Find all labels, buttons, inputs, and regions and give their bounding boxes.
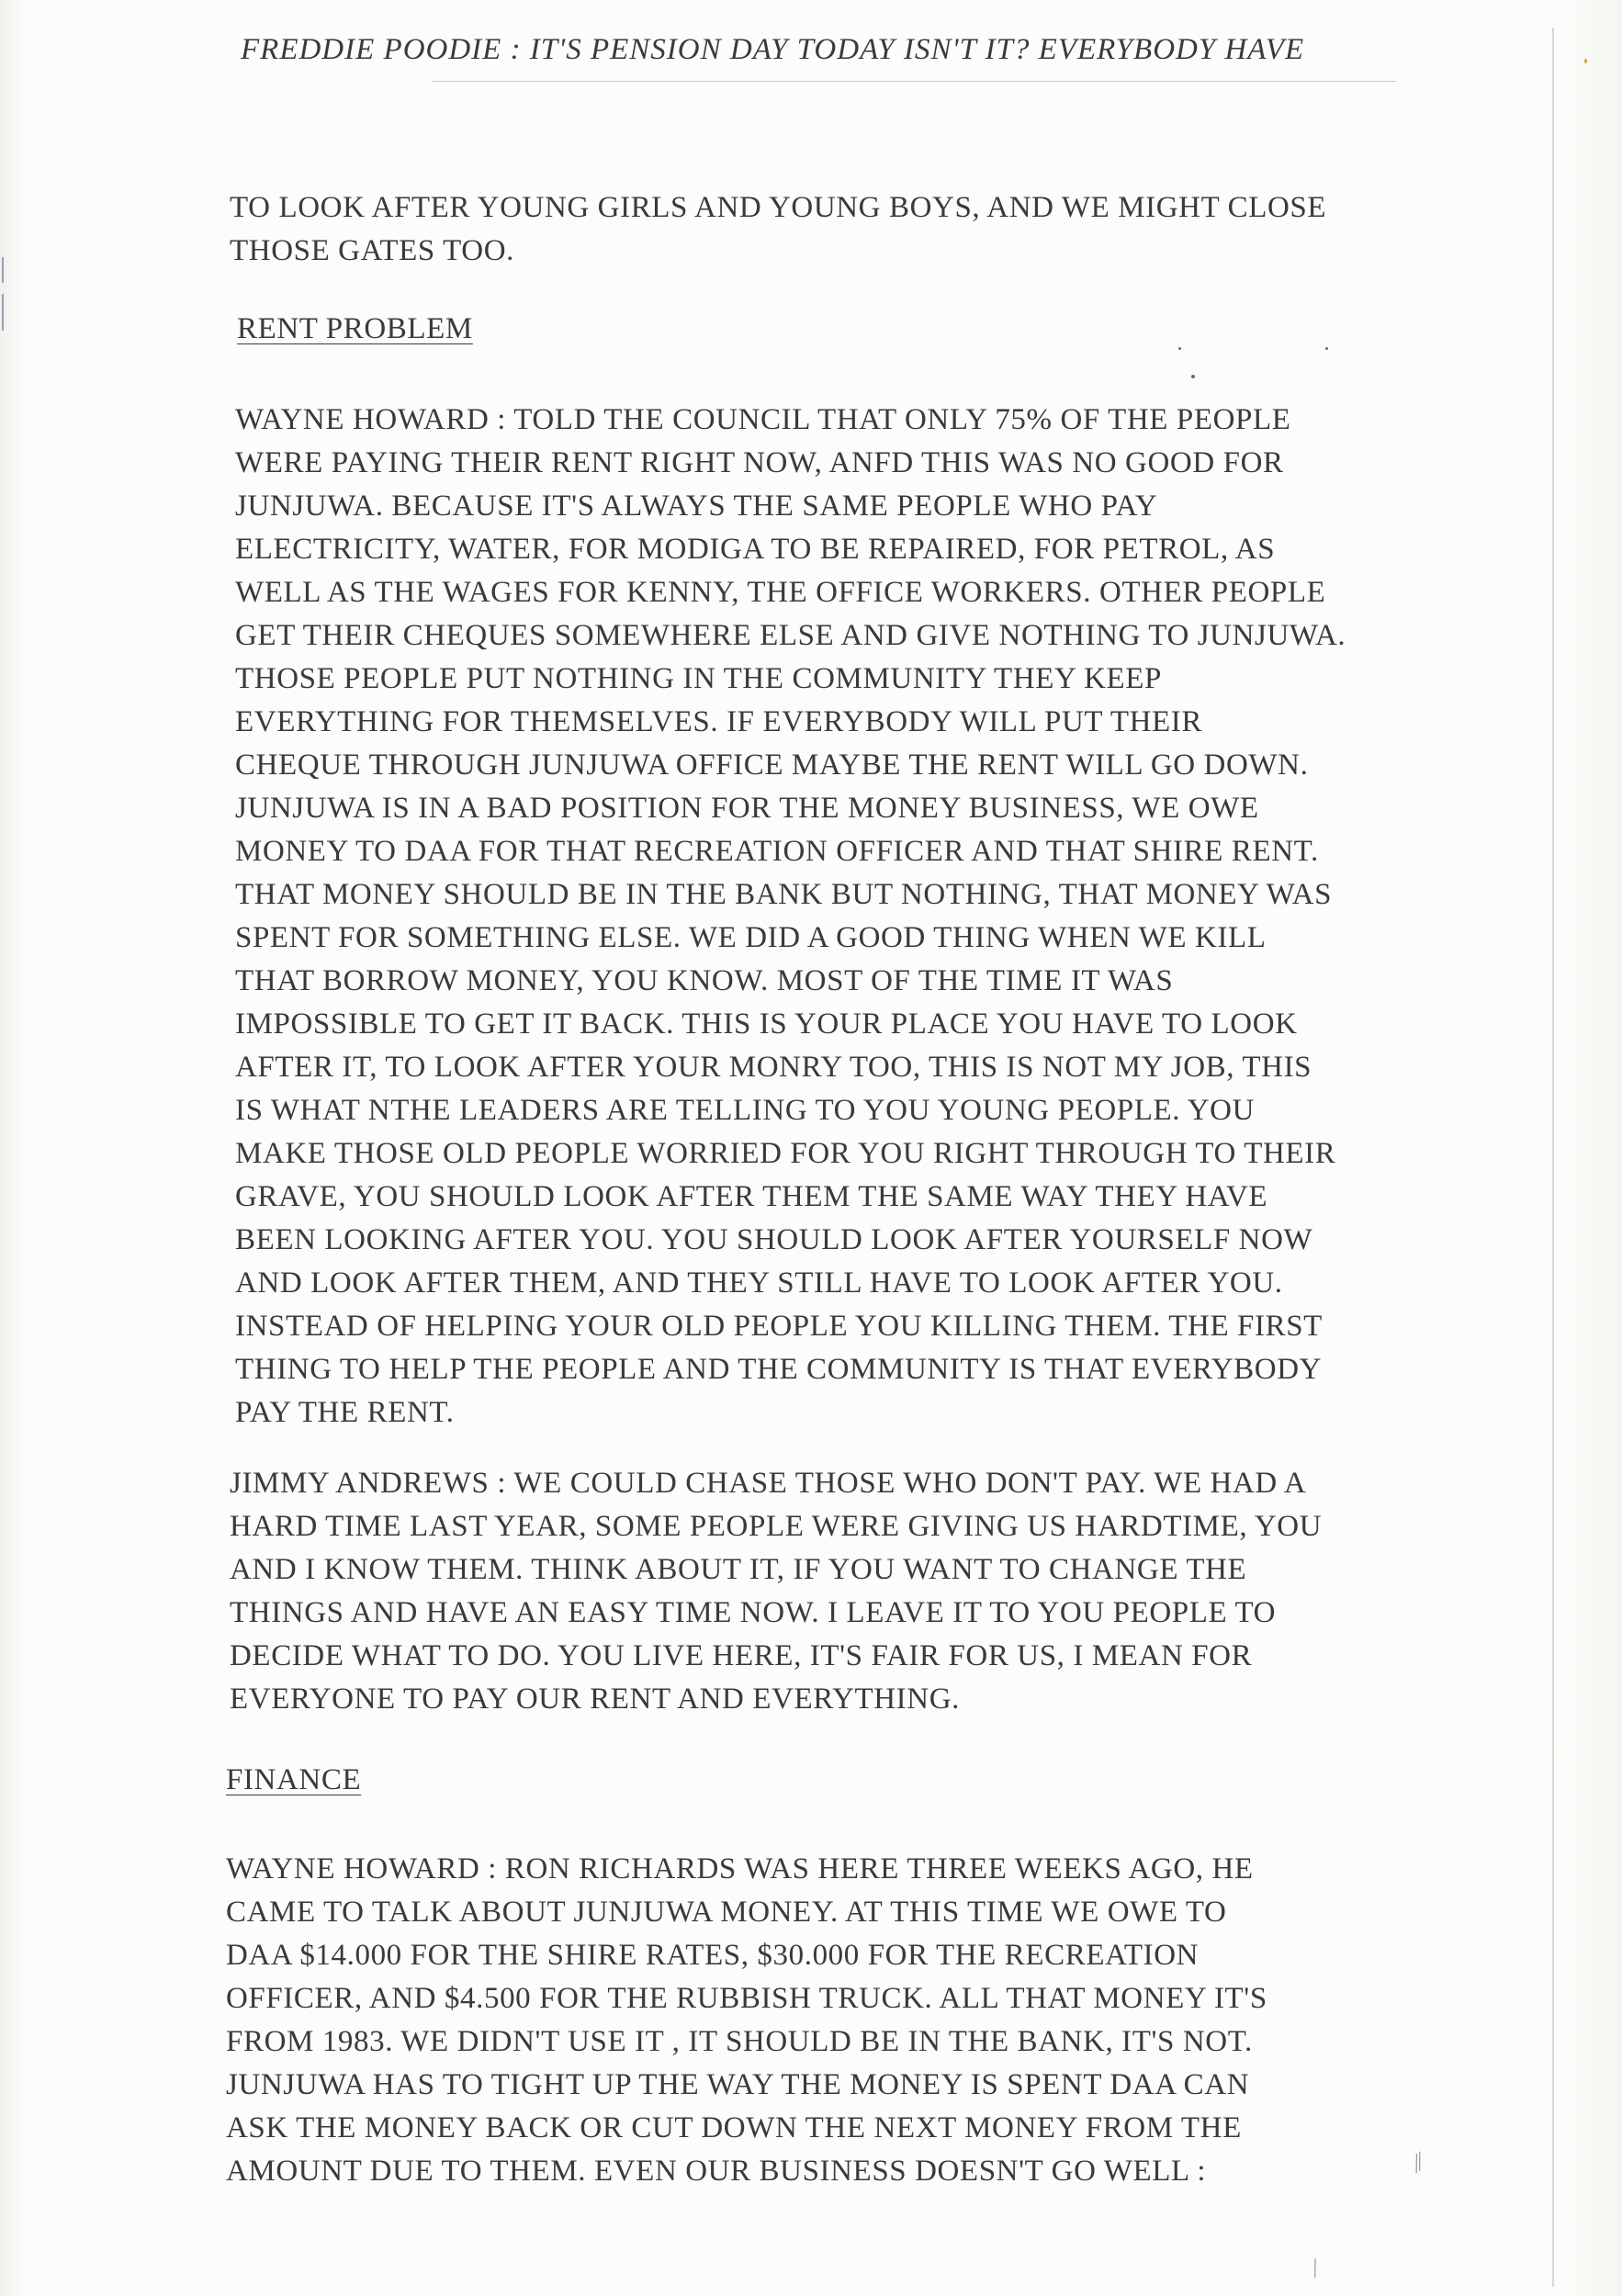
text-line: DECIDE WHAT TO DO. YOU LIVE HERE, IT'S FAIR FOR US, I MEAN FOR — [230, 1639, 1253, 1672]
text-line: WAYNE HOWARD : TOLD THE COUNCIL THAT ONLY 75% OF THE PEOPLE — [235, 403, 1291, 436]
text-line: THINGS AND HAVE AN EASY TIME NOW. I LEAVE IT TO YOU PEOPLE TO — [230, 1596, 1277, 1629]
header-rule — [432, 81, 1396, 82]
text-line: IMPOSSIBLE TO GET IT BACK. THIS IS YOUR PLACE YOU HAVE TO LOOK — [235, 1007, 1298, 1041]
text-line: JIMMY ANDREWS : WE COULD CHASE THOSE WHO DON'T PAY. WE HAD A — [230, 1467, 1307, 1500]
text-line: TO LOOK AFTER YOUNG GIRLS AND YOUNG BOYS, AND WE MIGHT CLOSE — [230, 191, 1327, 224]
pen-scribble: ⁄⁄ — [1407, 2149, 1429, 2176]
scan-speck — [1178, 347, 1181, 350]
jimmy-andrews-paragraph — [230, 1462, 1378, 1721]
text-line: CAME TO TALK ABOUT JUNJUWA MONEY. AT THIS TIME WE OWE TO — [226, 1896, 1227, 1929]
text-line: GRAVE, YOU SHOULD LOOK AFTER THEM THE SAME WAY THEY HAVE — [235, 1180, 1268, 1213]
text-line: INSTEAD OF HELPING YOUR OLD PEOPLE YOU KILLING THEM. THE FIRST — [235, 1310, 1323, 1343]
text-line: THAT MONEY SHOULD BE IN THE BANK BUT NOTHING, THAT MONEY WAS — [235, 878, 1333, 911]
scan-speck — [1584, 59, 1587, 63]
text-line: AND LOOK AFTER THEM, AND THEY STILL HAVE TO LOOK AFTER YOU. — [235, 1266, 1283, 1300]
header-line-text: FREDDIE POODIE : IT'S PENSION DAY TODAY ISN'T IT? EVERYBODY HAVE — [241, 33, 1305, 66]
intro-paragraph — [230, 186, 1378, 273]
text-line: ELECTRICITY, WATER, FOR MODIGA TO BE REPAIRED, FOR PETROL, AS — [235, 533, 1276, 566]
text-line: JUNJUWA IS IN A BAD POSITION FOR THE MONEY BUSINESS, WE OWE — [235, 792, 1259, 825]
text-line: JUNJUWA HAS TO TIGHT UP THE WAY THE MONEY IS SPENT DAA CAN — [226, 2068, 1250, 2101]
rent-problem-heading: RENT PROBLEM — [237, 312, 473, 345]
finance-heading: FINANCE — [226, 1763, 362, 1796]
pen-scribble: ⁄ — [1305, 2256, 1324, 2280]
text-line: WELL AS THE WAGES FOR KENNY, THE OFFICE WORKERS. OTHER PEOPLE — [235, 576, 1326, 609]
text-line: DAA $14.000 FOR THE SHIRE RATES, $30.000 FOR THE RECREATION — [226, 1939, 1200, 1972]
text-line: AMOUNT DUE TO THEM. EVEN OUR BUSINESS DOESN'T GO WELL : — [226, 2155, 1207, 2188]
text-line: GET THEIR CHEQUES SOMEWHERE ELSE AND GIVE NOTHING TO JUNJUWA. — [235, 619, 1346, 652]
page-edge-shadow — [1552, 28, 1554, 2287]
text-line: MONEY TO DAA FOR THAT RECREATION OFFICER AND THAT SHIRE RENT. — [235, 835, 1319, 868]
text-line: IS WHAT NTHE LEADERS ARE TELLING TO YOU YOUNG PEOPLE. YOU — [235, 1094, 1256, 1127]
text-line: HARD TIME LAST YEAR, SOME PEOPLE WERE GIVING US HARDTIME, YOU — [230, 1510, 1323, 1543]
scan-speck — [1325, 347, 1328, 350]
text-line: AFTER IT, TO LOOK AFTER YOUR MONRY TOO, THIS IS NOT MY JOB, THIS — [235, 1051, 1312, 1084]
text-line: EVERYONE TO PAY OUR RENT AND EVERYTHING. — [230, 1683, 960, 1716]
text-line: ASK THE MONEY BACK OR CUT DOWN THE NEXT MONEY FROM THE — [226, 2111, 1242, 2144]
text-line: FROM 1983. WE DIDN'T USE IT , IT SHOULD BE IN THE BANK, IT'S NOT. — [226, 2025, 1253, 2058]
text-line: WERE PAYING THEIR RENT RIGHT NOW, ANFD THIS WAS NO GOOD FOR — [235, 446, 1284, 479]
text-line: SPENT FOR SOMETHING ELSE. WE DID A GOOD THING WHEN WE KILL — [235, 921, 1267, 954]
text-line: PAY THE RENT. — [235, 1396, 455, 1429]
text-line: EVERYTHING FOR THEMSELVES. IF EVERYBODY WILL PUT THEIR — [235, 705, 1202, 738]
text-line: THOSE PEOPLE PUT NOTHING IN THE COMMUNITY THEY KEEP — [235, 662, 1162, 695]
rent-paragraph — [235, 399, 1383, 1435]
text-line: JUNJUWA. BECAUSE IT'S ALWAYS THE SAME PEOPLE WHO PAY — [235, 490, 1158, 523]
text-line: WAYNE HOWARD : RON RICHARDS WAS HERE THREE WEEKS AGO, HE — [226, 1852, 1254, 1885]
scan-speck — [1191, 375, 1195, 378]
text-line: THAT BORROW MONEY, YOU KNOW. MOST OF THE TIME IT WAS — [235, 964, 1174, 997]
finance-paragraph — [226, 1848, 1374, 2193]
text-line: AND I KNOW THEM. THINK ABOUT IT, IF YOU WANT TO CHANGE THE — [230, 1553, 1247, 1586]
text-line: THING TO HELP THE PEOPLE AND THE COMMUNITY IS THAT EVERYBODY — [235, 1353, 1323, 1386]
text-line: THOSE GATES TOO. — [230, 234, 514, 267]
text-line: CHEQUE THROUGH JUNJUWA OFFICE MAYBE THE RENT WILL GO DOWN. — [235, 748, 1309, 782]
text-line: BEEN LOOKING AFTER YOU. YOU SHOULD LOOK AFTER YOURSELF NOW — [235, 1223, 1313, 1256]
text-line: MAKE THOSE OLD PEOPLE WORRIED FOR YOU RIGHT THROUGH TO THEIR — [235, 1137, 1336, 1170]
text-line: OFFICER, AND $4.500 FOR THE RUBBISH TRUCK. ALL THAT MONEY IT'S — [226, 1982, 1267, 2015]
